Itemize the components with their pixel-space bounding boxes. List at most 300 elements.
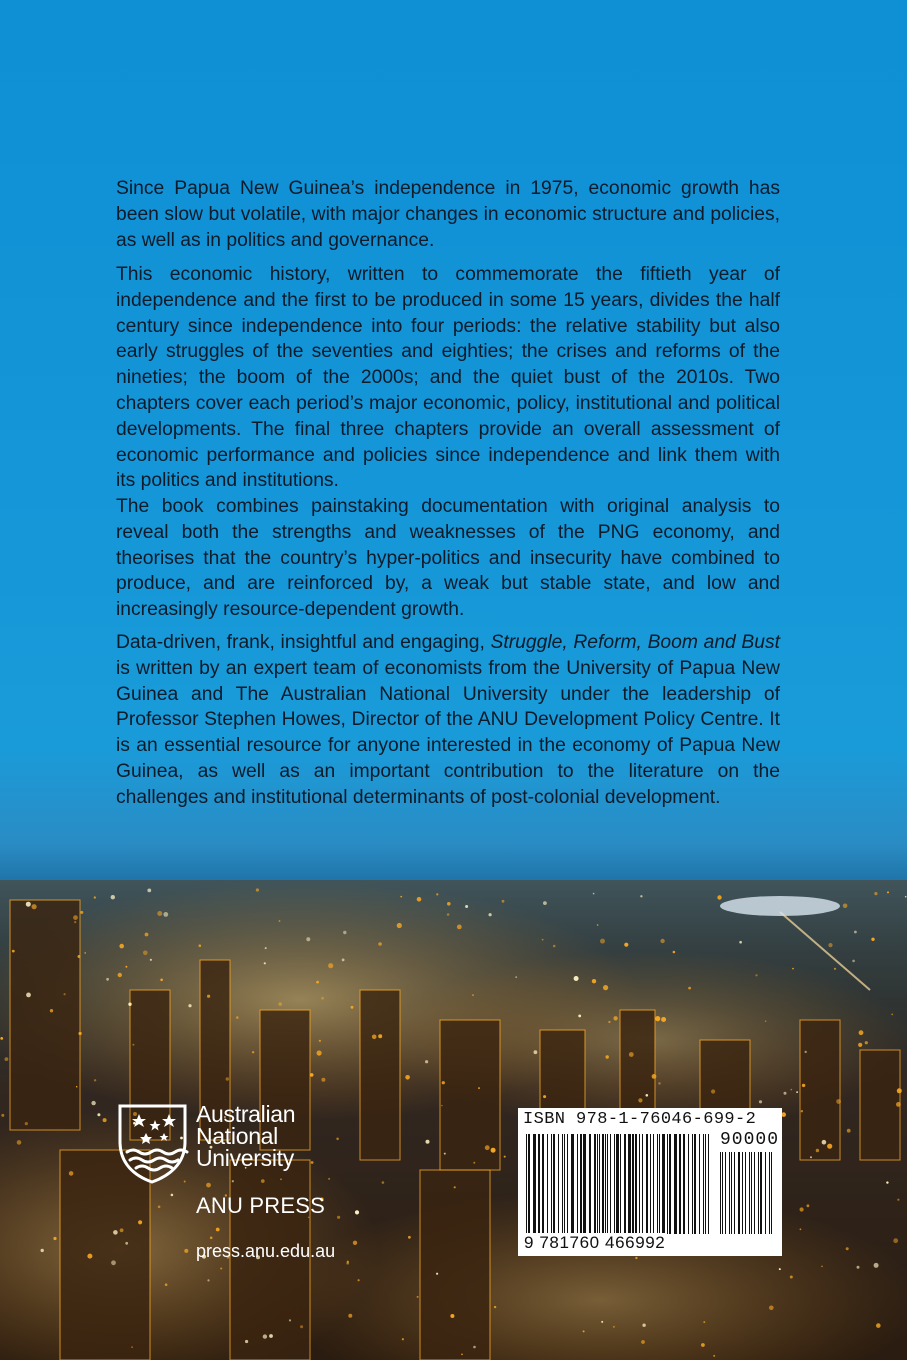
plant-light xyxy=(660,939,664,943)
plant-light xyxy=(442,1081,445,1084)
plant-light xyxy=(608,1021,610,1023)
plant-light xyxy=(94,896,96,898)
barcode-bar xyxy=(542,1134,544,1234)
plant-light xyxy=(574,976,579,981)
plant-light xyxy=(378,1034,382,1038)
plant-light xyxy=(652,1074,657,1079)
plant-light xyxy=(41,1249,44,1252)
plant-light xyxy=(854,931,857,934)
plant-light xyxy=(865,1041,868,1044)
barcode-bar xyxy=(533,1134,536,1234)
barcode-bar xyxy=(650,1134,651,1234)
plant-light xyxy=(103,1118,107,1122)
plant-light xyxy=(781,1112,786,1117)
plant-light xyxy=(859,1030,864,1035)
plant-light xyxy=(578,1015,581,1018)
blurb-paragraph-3: The book combines painstaking documentation with original analysis to reveal both the strengths and weaknesses of the PNG economy, and theorises that the country’s hyper-politics and insecurity have combined to produce, and are reinforced by, a weak but stable state, and low and increasingly resource-dependent growth. xyxy=(116,496,780,621)
plant-light xyxy=(711,1089,715,1093)
plant-light xyxy=(436,893,438,895)
blurb-paragraph-4 xyxy=(116,630,780,811)
barcode-bar xyxy=(526,1134,527,1234)
plant-light xyxy=(138,1220,142,1224)
barcode-bar xyxy=(771,1152,772,1234)
plant-light xyxy=(534,1050,538,1054)
plant-light xyxy=(128,1003,131,1006)
plant-light xyxy=(542,939,544,941)
plant-light xyxy=(316,981,319,984)
plant-light xyxy=(836,1099,841,1104)
blurb-paragraph-4-start: Data-driven, frank, insightful and engaging, xyxy=(116,632,491,653)
barcode-bar xyxy=(607,1134,608,1234)
plant-light xyxy=(353,1241,357,1245)
plant-light xyxy=(896,1102,901,1107)
barcode-bar xyxy=(738,1152,740,1234)
plant-tower xyxy=(360,990,400,1160)
plant-light xyxy=(131,1346,133,1348)
plant-light xyxy=(874,892,877,895)
barcode-bar xyxy=(528,1134,530,1234)
plant-light xyxy=(846,1247,849,1250)
plant-light xyxy=(263,1334,267,1338)
plant-light xyxy=(897,1088,902,1093)
barcode-bar xyxy=(646,1134,648,1234)
barcode-bar xyxy=(749,1152,750,1234)
plant-light xyxy=(876,1323,881,1328)
blurb-paragraph-1: Since Papua New Guinea’s independence in 1975, economic growth has been slow but volatile, with major changes in economic structure and policies, as well as in politics and governance. xyxy=(116,178,780,251)
barcode-bar xyxy=(558,1134,559,1234)
plant-light xyxy=(857,1266,860,1269)
plant-light xyxy=(53,1237,56,1240)
barcode-bar xyxy=(562,1134,563,1234)
press-name: ANU PRESS xyxy=(196,1193,325,1218)
plant-light xyxy=(655,1016,660,1021)
barcode-bar xyxy=(538,1134,540,1234)
plant-light xyxy=(905,896,907,898)
plant-light xyxy=(269,1334,273,1338)
barcode-bar xyxy=(703,1134,704,1234)
plant-light xyxy=(26,993,31,998)
plant-light xyxy=(843,904,848,909)
barcode-bar xyxy=(760,1152,762,1234)
plant-light xyxy=(703,1321,705,1323)
plant-light xyxy=(810,1156,812,1158)
plant-light xyxy=(801,1110,803,1112)
plant-light xyxy=(132,1044,134,1046)
plant-light xyxy=(543,901,547,905)
barcode-bar xyxy=(769,1152,770,1234)
barcode-bar xyxy=(599,1134,600,1234)
plant-light xyxy=(613,1016,617,1020)
plant-light xyxy=(515,976,517,978)
barcode-bar xyxy=(722,1152,723,1234)
plant-light xyxy=(236,1016,239,1019)
plant-light xyxy=(800,1228,802,1230)
plant-tower xyxy=(860,1050,900,1160)
plant-light xyxy=(661,1017,666,1022)
plant-light xyxy=(461,1354,463,1356)
plant-light xyxy=(210,1237,213,1240)
plant-light xyxy=(597,924,599,926)
plant-light xyxy=(120,1228,124,1232)
plant-light xyxy=(769,1306,774,1311)
plant-light xyxy=(858,1043,862,1047)
plant-light xyxy=(402,1338,404,1340)
plant-light xyxy=(613,1326,615,1328)
plant-light xyxy=(601,1321,603,1323)
plant-light xyxy=(417,897,422,902)
plant-light xyxy=(319,1040,321,1042)
barcode-bar xyxy=(708,1134,709,1234)
barcode-bar xyxy=(659,1134,660,1234)
plant-light xyxy=(207,1279,209,1281)
plant-light xyxy=(504,1156,506,1158)
plant-light xyxy=(342,959,345,962)
plant-light xyxy=(125,966,127,968)
plant-light xyxy=(12,950,15,953)
plant-light xyxy=(897,1199,899,1201)
plant-light xyxy=(485,1145,490,1150)
plant-light xyxy=(447,902,451,906)
plant-light xyxy=(713,1355,715,1357)
plant-light xyxy=(489,913,492,916)
plant-light xyxy=(640,895,642,897)
plant-light xyxy=(0,1037,3,1040)
plant-light xyxy=(491,1148,496,1153)
barcode-bar xyxy=(616,1134,619,1234)
plant-light xyxy=(150,959,152,961)
plant-light xyxy=(252,1051,254,1053)
plant-light xyxy=(73,915,78,920)
barcode-bar xyxy=(688,1134,689,1234)
plant-light xyxy=(478,1087,480,1089)
plant-light xyxy=(465,905,468,908)
plant-light xyxy=(717,895,721,899)
plant-light xyxy=(289,1319,291,1321)
barcode-bar xyxy=(567,1134,568,1234)
plant-light xyxy=(583,1330,585,1332)
plant-tower xyxy=(420,1170,490,1360)
plant-light xyxy=(473,1162,475,1164)
plant-light xyxy=(279,920,281,922)
plant-light xyxy=(97,1113,100,1116)
plant-light xyxy=(91,1101,95,1105)
plant-light xyxy=(317,1050,322,1055)
plant-light xyxy=(494,1306,496,1308)
plant-light xyxy=(417,1296,419,1298)
barcode-bar xyxy=(734,1152,735,1234)
plant-light xyxy=(847,1129,851,1133)
barcode-bar xyxy=(553,1134,555,1234)
plant-light xyxy=(397,923,402,928)
plant-light xyxy=(76,1086,78,1088)
barcode-bar xyxy=(674,1134,677,1234)
barcode-bar xyxy=(551,1134,552,1234)
barcode-bar xyxy=(731,1152,732,1234)
plant-light xyxy=(279,1002,282,1005)
barcode-bar xyxy=(605,1134,606,1234)
barcode-bar xyxy=(639,1134,640,1234)
plant-light xyxy=(216,1228,220,1232)
plant-light xyxy=(624,943,628,947)
barcode-bar xyxy=(624,1134,626,1234)
plant-light xyxy=(641,1340,645,1344)
barcode-bar xyxy=(653,1134,654,1234)
isbn-barcode xyxy=(518,1108,782,1256)
plant-light xyxy=(800,1207,804,1211)
plant-light xyxy=(852,960,855,963)
plant-light xyxy=(638,1098,642,1102)
plant-light xyxy=(1,1114,4,1117)
barcode-bar xyxy=(758,1152,759,1234)
plant-light xyxy=(871,938,874,941)
plant-light xyxy=(328,963,333,968)
plant-light xyxy=(805,1051,807,1053)
plant-light xyxy=(321,997,324,1000)
plant-light xyxy=(739,941,742,944)
plant-light xyxy=(111,1260,116,1265)
barcode-bar xyxy=(571,1134,574,1234)
plant-light xyxy=(143,951,148,956)
plant-light xyxy=(600,939,605,944)
barcode-bar xyxy=(720,1152,721,1234)
addon-barcode-bars xyxy=(718,1152,778,1238)
plant-light xyxy=(425,1060,428,1063)
plant-light xyxy=(755,974,757,976)
plant-light xyxy=(426,1140,430,1144)
barcode-bar xyxy=(577,1134,578,1234)
plant-light xyxy=(765,1020,767,1022)
barcode-bar xyxy=(610,1134,611,1234)
plant-light xyxy=(827,1144,832,1149)
plant-light xyxy=(118,973,122,977)
barcode-bar xyxy=(694,1134,696,1234)
plant-light xyxy=(351,1006,354,1009)
plant-light xyxy=(25,1122,28,1125)
plant-light xyxy=(87,1254,92,1259)
barcode-bar xyxy=(683,1134,685,1234)
plant-light xyxy=(346,1262,349,1265)
plant-light xyxy=(887,891,889,893)
plant-light xyxy=(796,1091,798,1093)
barcode-bar xyxy=(589,1134,591,1234)
plant-light xyxy=(113,1230,118,1235)
barcode-bar xyxy=(669,1134,671,1234)
plant-light xyxy=(31,904,36,909)
wordmark-line-1: Australian xyxy=(196,1101,296,1127)
plant-light xyxy=(593,893,595,895)
plant-light xyxy=(408,1236,411,1239)
plant-light xyxy=(184,1249,188,1253)
barcode-bar xyxy=(657,1134,658,1234)
book-title-italic: Struggle, Reform, Boom and Bust xyxy=(490,632,781,653)
isbn-label: ISBN 978-1-76046-699-2 xyxy=(523,1110,757,1129)
plant-tower xyxy=(800,1020,840,1160)
barcode-bar xyxy=(635,1134,637,1234)
barcode-bar xyxy=(729,1152,730,1234)
plant-tower xyxy=(10,900,80,1130)
plant-light xyxy=(450,1314,454,1318)
plant-light xyxy=(348,1314,352,1318)
plant-light xyxy=(592,979,596,983)
plant-light xyxy=(188,1004,191,1007)
plant-light xyxy=(26,902,31,907)
barcode-bar xyxy=(699,1134,700,1234)
barcode-bar xyxy=(628,1134,631,1234)
plant-light xyxy=(163,912,168,917)
plant-light xyxy=(784,1092,787,1095)
plant-light xyxy=(701,1343,705,1347)
plant-light xyxy=(378,942,382,946)
plant-light xyxy=(74,921,76,923)
plant-tower xyxy=(440,1020,500,1170)
barcode-bar xyxy=(745,1152,746,1234)
plant-light xyxy=(264,962,266,964)
plant-light xyxy=(50,1009,53,1012)
barcode-bar xyxy=(679,1134,681,1234)
barcode-bar xyxy=(725,1152,726,1234)
barcode-bar xyxy=(597,1134,598,1234)
plant-light xyxy=(606,1055,609,1058)
plant-light xyxy=(405,1075,410,1080)
plant-light xyxy=(321,1078,325,1082)
plant-light xyxy=(245,1340,248,1343)
plant-light xyxy=(358,1279,360,1281)
plant-light xyxy=(473,1346,476,1349)
plant-light xyxy=(300,1325,303,1328)
plant-light xyxy=(603,985,608,990)
barcode-bar xyxy=(620,1134,621,1234)
plant-light xyxy=(160,979,163,982)
blurb-paragraph-2: This economic history, written to commemorate the fiftieth year of independence and the first to be produced in some 15 years, divides the half century since independence into four periods: the relative stability but also early struggles of the seventies and eighties; the crises and reforms of the nineties; the boom of the 2000s; and the quiet bust of the 2010s. Two chapters cover each period’s major economic, policy, institutional and political developments. The final three chapters provide an overall assessment of economic performance and policies since independence and link them with its politics and institutions. xyxy=(116,264,780,492)
plant-light xyxy=(64,993,66,995)
ean-barcode-bars xyxy=(524,1134,714,1238)
plant-light xyxy=(828,943,832,947)
barcode-bar xyxy=(614,1134,615,1234)
barcode-bar xyxy=(754,1152,755,1234)
plant-light xyxy=(337,1216,340,1219)
barcode-bar xyxy=(564,1134,565,1234)
plant-light xyxy=(454,1186,456,1188)
plant-light xyxy=(382,1181,385,1184)
plant-light xyxy=(642,1324,645,1327)
plant-light xyxy=(834,968,836,970)
plant-light xyxy=(199,944,202,947)
plant-light xyxy=(816,1149,819,1152)
plant-light xyxy=(306,937,310,941)
plant-light xyxy=(78,955,81,958)
plant-light xyxy=(158,1206,161,1209)
anu-wordmark xyxy=(196,1103,295,1169)
plant-light xyxy=(171,1194,174,1197)
barcode-bar xyxy=(602,1134,604,1234)
barcode-bar xyxy=(667,1134,668,1234)
plant-light xyxy=(207,995,210,998)
plant-light xyxy=(553,945,556,948)
plant-light xyxy=(447,913,450,916)
plant-light xyxy=(436,1273,438,1275)
plant-light xyxy=(646,1094,649,1097)
plant-light xyxy=(80,911,83,914)
plant-light xyxy=(472,994,474,996)
plant-light xyxy=(5,1057,9,1061)
plant-light xyxy=(343,931,346,934)
barcode-bar xyxy=(765,1152,766,1234)
plant-light xyxy=(759,1100,762,1103)
plant-light xyxy=(256,888,259,891)
plant-light xyxy=(802,1084,805,1087)
blurb-paragraph-4-rest: is written by an expert team of economists from the University of Papua New Guinea and The Australian National University under the leadership of Professor Stephen Howes, Director of the ANU Development Policy Centre. It is an essential resource for anyone interested in the economy of Papua New Guinea, as well as an important contribution to the literature on the challenges and institutional determinants of post-colonial development. xyxy=(116,657,780,808)
plant-light xyxy=(658,1082,660,1084)
plant-light xyxy=(17,1140,22,1145)
barcode-bar xyxy=(580,1134,582,1234)
plant-light xyxy=(226,1077,229,1080)
plant-light xyxy=(165,1283,168,1286)
plant-light xyxy=(265,947,267,949)
plant-light xyxy=(822,1140,827,1145)
barcode-bar xyxy=(705,1134,706,1234)
plant-light xyxy=(874,1263,879,1268)
plant-light xyxy=(673,951,676,954)
plant-light xyxy=(807,1204,810,1207)
plant-light xyxy=(145,933,149,937)
publisher-website: press.anu.edu.au xyxy=(196,1241,336,1261)
plant-light xyxy=(886,1181,888,1183)
barcode-bar xyxy=(692,1134,693,1234)
plant-light xyxy=(125,1242,128,1245)
plant-light xyxy=(893,1238,898,1243)
plant-light xyxy=(94,1079,96,1081)
wordmark-line-2: National xyxy=(196,1123,278,1149)
barcode-bar xyxy=(547,1134,548,1234)
plant-light xyxy=(119,944,124,949)
plant-light xyxy=(790,1276,793,1279)
plant-light xyxy=(891,1014,893,1016)
plant-light xyxy=(372,1035,377,1040)
plant-light xyxy=(543,1095,546,1098)
plant-light xyxy=(791,1089,793,1091)
plant-light xyxy=(441,1105,443,1107)
price-code: 90000 xyxy=(720,1130,780,1150)
plant-light xyxy=(688,987,691,990)
barcode-bar xyxy=(594,1134,596,1234)
isbn-digits: 9 781760 466992 xyxy=(524,1233,666,1252)
plant-light xyxy=(220,1268,222,1270)
plant-light xyxy=(779,1268,781,1270)
plant-light xyxy=(147,889,151,893)
barcode-bar xyxy=(751,1152,752,1234)
plant-light xyxy=(69,1171,74,1176)
plant-light xyxy=(457,925,462,930)
plant-light xyxy=(821,1266,823,1268)
barcode-bar xyxy=(583,1134,586,1234)
barcode-bar xyxy=(742,1152,743,1234)
plant-light xyxy=(444,1153,446,1155)
wordmark-line-3: University xyxy=(196,1145,294,1171)
plant-light xyxy=(310,1073,314,1077)
plant-light xyxy=(629,1052,634,1057)
plant-light xyxy=(400,896,402,898)
plant-light xyxy=(106,978,109,981)
plant-light xyxy=(355,1210,359,1214)
plant-light xyxy=(157,911,162,916)
barcode-bar xyxy=(632,1134,634,1234)
barcode-bar xyxy=(642,1134,643,1234)
plant-light xyxy=(111,895,115,899)
plant-light xyxy=(792,968,794,970)
plant-light xyxy=(84,952,86,954)
plant-light xyxy=(635,1257,637,1259)
plant-light xyxy=(79,1032,82,1035)
